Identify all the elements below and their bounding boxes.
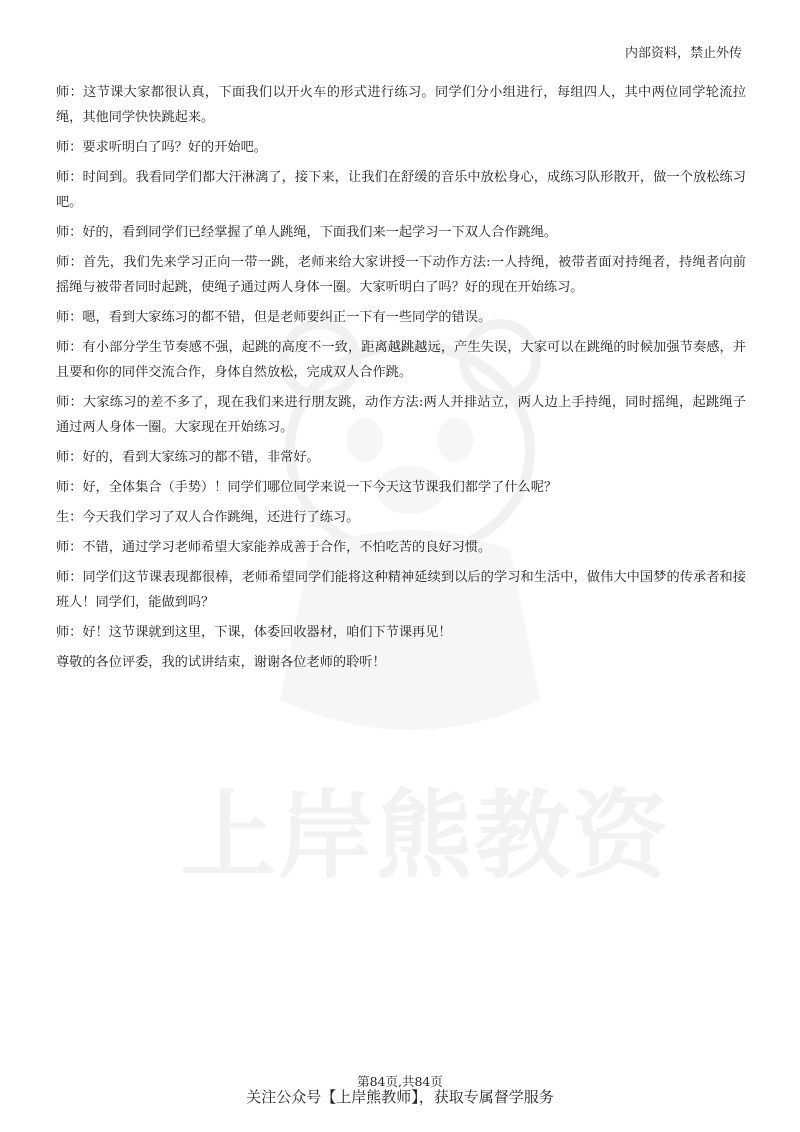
document-body <box>56 80 746 680</box>
paragraph-1: 师：这节课大家都很认真，下面我们以开火车的形式进行练习。同学们分小组进行，每组四人，其中两位同学轮流拉绳，其他同学快快跳起来。 <box>56 85 746 125</box>
paragraph-3: 师：时间到。我看同学们都大汗淋漓了，接下来，让我们在舒缓的音乐中放松身心，成练习队形散开，做一个放松练习吧。 <box>56 170 746 210</box>
paragraph-12: 师：不错，通过学习老师希望大家能养成善于合作，不怕吃苦的良好习惯。 <box>56 540 492 555</box>
paragraph-9: 师：好的，看到大家练习的都不错，非常好。 <box>56 450 320 465</box>
watermark-text: 上岸熊教资 <box>180 780 670 892</box>
paragraph-15: 尊敬的各位评委，我的试讲结束，谢谢各位老师的聆听！ <box>56 655 386 670</box>
paragraph-7: 师：有小部分学生节奏感不强，起跳的高度不一致，距离越跳越远，产生失误，大家可以在跳绳的时候加强节奏感，并且要和你的同伴交流合作，身体自然放松，完成双人合作跳。 <box>56 340 746 380</box>
paragraph-6: 师：嗯，看到大家练习的都不错，但是老师要纠正一下有一些同学的错误。 <box>56 310 492 325</box>
paragraph-5: 师：首先，我们先来学习正向一带一跳，老师来给大家讲授一下动作方法:一人持绳，被带者面对持绳者，持绳者向前摇绳与被带者同时起跳，使绳子通过两人身体一圈。大家听明白了吗？好的现在开始练习。 <box>56 255 746 295</box>
page-number: 第84页,共84页 <box>357 1074 443 1089</box>
paragraph-4: 师：好的，看到同学们已经掌握了单人跳绳，下面我们来一起学习一下双人合作跳绳。 <box>56 225 558 240</box>
paragraph-13: 师：同学们这节课表现都很棒，老师希望同学们能将这种精神延续到以后的学习和生活中，做伟大中国梦的传承者和接班人！同学们，能做到吗？ <box>56 570 746 610</box>
confidential-note: 内部资料，禁止外传 <box>624 46 742 61</box>
paragraph-11: 生：今天我们学习了双人合作跳绳，还进行了练习。 <box>56 510 360 525</box>
paragraph-10: 师：好，全体集合（手势）！同学们哪位同学来说一下今天这节课我们都学了什么呢？ <box>56 480 558 495</box>
footer-note: 关注公众号【上岸熊教师】，获取专属督学服务 <box>246 1088 554 1106</box>
paragraph-2: 师：要求听明白了吗？好的开始吧。 <box>56 140 267 155</box>
paragraph-14: 师：好！这节课就到这里，下课，体委回收器材，咱们下节课再见！ <box>56 625 452 640</box>
paragraph-8: 师：大家练习的差不多了，现在我们来进行朋友跳，动作方法:两人并排站立，两人边上手持绳，同时摇绳，起跳绳子通过两人身体一圈。大家现在开始练习。 <box>56 395 746 435</box>
